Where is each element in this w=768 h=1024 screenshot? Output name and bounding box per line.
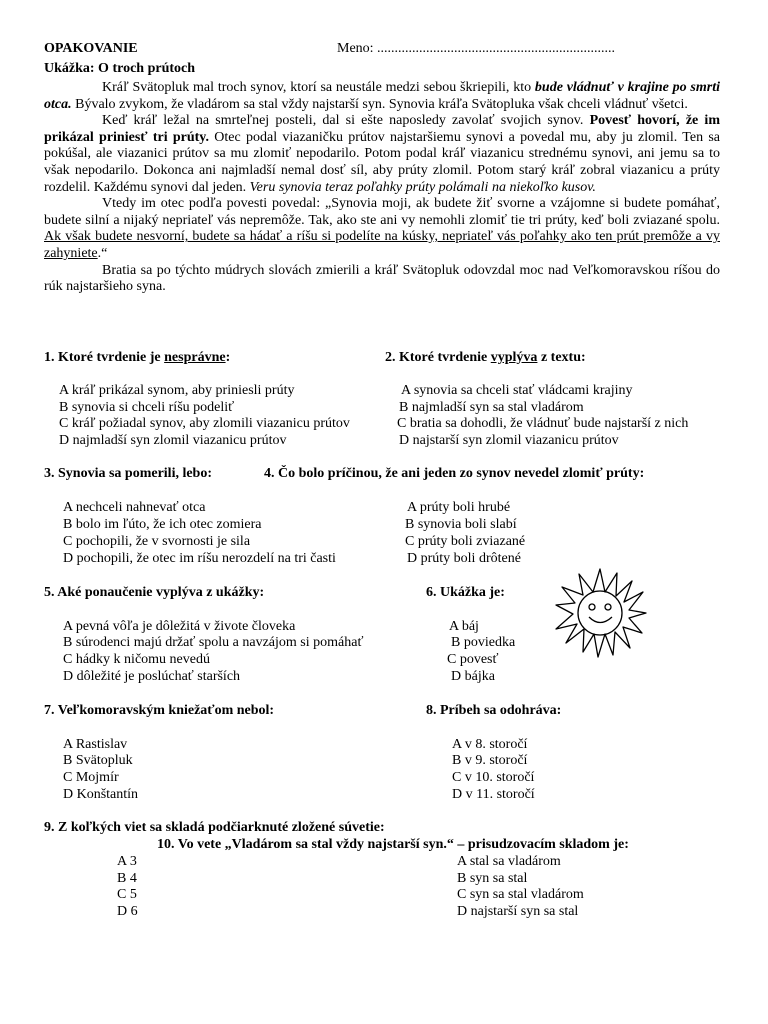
q6-option-b: B poviedka: [451, 635, 516, 650]
question-10: 10. Vo vete „Vladárom sa stal vždy najstarší syn.“ – prisudzovacím skladom je:: [157, 837, 629, 852]
q4-option-b: B synovia boli slabí: [405, 517, 517, 532]
q8-option-a: A v 8. storočí: [452, 737, 528, 752]
q1-option-c: C kráľ požiadal synov, aby zlomili viazanicu prútov: [59, 416, 350, 431]
question-1: 1. Ktoré tvrdenie je nesprávne:: [44, 350, 231, 365]
question-5: 5. Aké ponaučenie vyplýva z ukážky:: [44, 585, 265, 600]
q8-option-d: D v 11. storočí: [452, 787, 535, 802]
question-3: 3. Synovia sa pomerili, lebo:: [44, 466, 213, 481]
question-9: 9. Z koľkých viet sa skladá podčiarknuté zložené súvetie:: [44, 820, 385, 835]
q6-option-d: D bájka: [451, 669, 495, 684]
q1-option-a: A kráľ prikázal synom, aby priniesli prúty: [59, 383, 295, 398]
q10-option-a: A stal sa vladárom: [457, 854, 561, 869]
q10-option-d: D najstarší syn sa stal: [457, 904, 579, 919]
q4-option-c: C prúty boli zviazané: [405, 534, 526, 549]
question-2: 2. Ktoré tvrdenie vyplýva z textu:: [385, 350, 586, 365]
underlined-compound-sentence: Ak však budete nesvorní, budete sa hádať a ríšu si podelíte na kúsky, nepriateľ vás poľahky ako ten prút premôže a vy zahyniete: [44, 229, 720, 261]
q3-option-d: D pochopili, že otec im ríšu nerozdelí na tri časti: [63, 551, 336, 566]
q5-option-a: A pevná vôľa je dôležitá v živote človeka: [63, 619, 296, 634]
q2-option-b: B najmladší syn sa stal vladárom: [399, 400, 584, 415]
name-field-label: Meno: ....................................................................: [337, 41, 616, 56]
q6-option-a: A báj: [449, 619, 479, 634]
q8-option-c: C v 10. storočí: [452, 770, 535, 785]
q3-option-a: A nechceli nahnevať otca: [63, 500, 206, 515]
q4-option-a: A prúty boli hrubé: [407, 500, 511, 515]
q7-option-b: B Svätopluk: [63, 753, 133, 768]
story-text: [44, 80, 720, 296]
q2-option-c: C bratia sa dohodli, že vládnuť bude najstarší z nich: [397, 416, 689, 431]
story-paragraph-2: Keď kráľ ležal na smrteľnej posteli, dal si ešte naposledy zavolať svojich synov. Povesť hovorí, že im prikázal priniesť tri prúty. Otec podal viazaničku prútov najstaršiemu synovi a povedal mu, aby ju zlomil. Ten sa pokúšal, ale viazanici prútov sa mu zlomiť nepodarilo. Potom podal kráľ viazanicu strednému synovi, ani jemu sa to však nepodarilo. Dokonca ani najmladší nemal dosť síl, aby prúty zlomil. Potom starý kráľ zobral viazanicu a prúty rozdelil. Každému synovi dal jeden. Veru synovia teraz poľahky prúty polámali na niekoľko kusov.: [44, 113, 720, 195]
q9-option-b: B 4: [117, 871, 137, 886]
q7-option-a: A Rastislav: [63, 737, 128, 752]
story-paragraph-1: Kráľ Svätopluk mal troch synov, ktorí sa neustále medzi sebou škriepili, kto bude vládnuť v krajine po smrti otca. Bývalo zvykom, že vladárom sa stal vždy najstarší syn. Synovia kráľa Svätopluka však chceli vládnuť všetci.: [44, 80, 720, 112]
question-6: 6. Ukážka je:: [426, 585, 505, 600]
question-8: 8. Príbeh sa odohráva:: [426, 703, 562, 718]
q1-option-b: B synovia si chceli ríšu podeliť: [59, 400, 235, 415]
question-7: 7. Veľkomoravským kniežaťom nebol:: [44, 703, 275, 718]
q9-option-a: A 3: [117, 854, 137, 869]
q4-option-d: D prúty boli drôtené: [407, 551, 521, 566]
question-4: 4. Čo bolo príčinou, že ani jeden zo synov nevedel zlomiť prúty:: [264, 466, 645, 481]
q1-option-d: D najmladší syn zlomil viazanicu prútov: [59, 433, 287, 448]
q5-option-b: B súrodenci majú držať spolu a navzájom si pomáhať: [63, 635, 364, 650]
q5-option-c: C hádky k ničomu nevedú: [63, 652, 210, 667]
q5-option-d: D dôležité je poslúchať starších: [63, 669, 241, 684]
q9-option-c: C 5: [117, 887, 137, 902]
q3-option-b: B bolo im ľúto, že ich otec zomiera: [63, 517, 262, 532]
q6-option-c: C povesť: [447, 652, 499, 667]
story-paragraph-4: Bratia sa po týchto múdrych slovách zmierili a kráľ Svätopluk odovzdal moc nad Veľkomoravskou ríšou do rúk najstaršieho syna.: [44, 262, 720, 295]
q10-option-c: C syn sa stal vladárom: [457, 887, 584, 902]
smiling-sun-icon: [552, 565, 648, 661]
q8-option-b: B v 9. storočí: [452, 753, 528, 768]
q9-option-d: D 6: [117, 904, 138, 919]
story-paragraph-3: Vtedy im otec podľa povesti povedal: „Synovia moji, ak budete žiť svorne a vzájomne si budete pomáhať, budete silní a nijaký nepriateľ vás nepremôže. Tak, ako ste ani vy nemohli zlomiť tie tri prúty, keď boli zviazané spolu. Ak však budete nesvorní, budete sa hádať a ríšu si podelíte na kúsky, nepriateľ vás poľahky ako ten prút premôže a vy zahyniete.“: [44, 196, 720, 261]
worksheet-title: OPAKOVANIE: [44, 41, 138, 56]
q2-option-d: D najstarší syn zlomil viazanicu prútov: [399, 433, 619, 448]
q7-option-d: D Konštantín: [63, 787, 139, 802]
q3-option-c: C pochopili, že v svornosti je sila: [63, 534, 251, 549]
excerpt-title: Ukážka: O troch prútoch: [44, 61, 196, 76]
q10-option-b: B syn sa stal: [457, 871, 528, 886]
q7-option-c: C Mojmír: [63, 770, 119, 785]
q2-option-a: A synovia sa chceli stať vládcami krajiny: [401, 383, 633, 398]
